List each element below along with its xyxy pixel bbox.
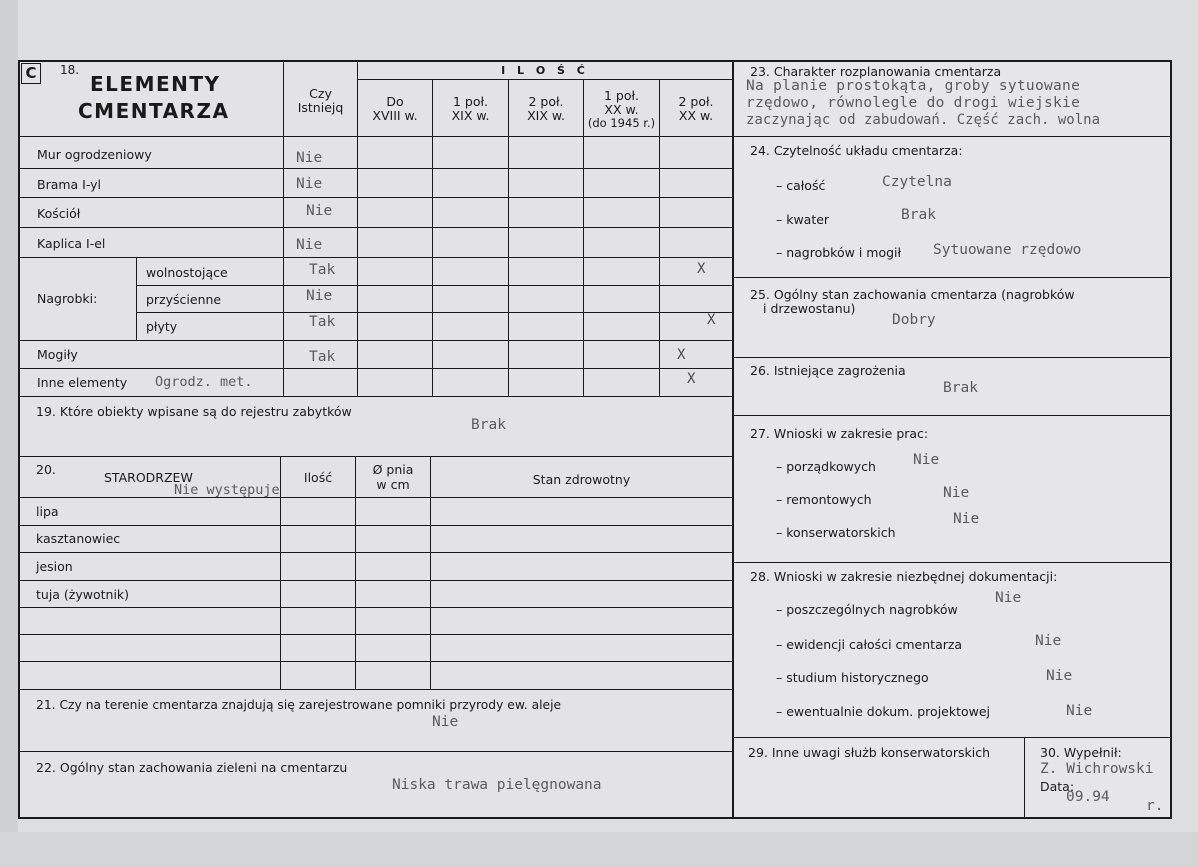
tree-rule-2 <box>18 552 732 553</box>
q28-item-label: – ewentualnie dokum. projektowej <box>776 704 991 719</box>
elements-bottom-rule <box>18 396 732 397</box>
q25-label-line2: i drzewostanu) <box>763 301 856 316</box>
quantity-header-rule <box>358 79 732 80</box>
frame-right-border <box>1170 60 1172 818</box>
q30-date-label: Data: <box>1040 779 1075 794</box>
period-header-5a: 2 poł. <box>678 94 714 109</box>
period-header-3b: XIX w. <box>527 108 565 123</box>
q28-item-answer: Nie <box>1046 668 1073 684</box>
q24-item-answer: Sytuowane rzędowo <box>933 242 1082 258</box>
period-mark: X <box>697 261 706 277</box>
q27-item-answer: Nie <box>913 452 940 468</box>
element-label: Kaplica I-el <box>37 236 106 251</box>
q23-answer-line2: rzędowo, równolegle do drogi wiejskie <box>746 95 1081 111</box>
header-bottom-rule <box>18 136 732 137</box>
row-rule-8 <box>18 368 732 369</box>
element-exists-value: Tak <box>309 314 336 330</box>
column-divider <box>732 60 734 818</box>
q20-col-diam-1: Ø pnia <box>372 462 414 477</box>
q30-date-value: 09.94 <box>1066 789 1110 805</box>
q30-label: 30. Wypełnił: <box>1040 745 1122 760</box>
q20-title: STARODRZEW <box>104 470 193 485</box>
q20-bottom-rule <box>18 689 732 690</box>
q28-item-label: – studium historycznego <box>776 670 929 685</box>
row-rule-2 <box>18 197 732 198</box>
period-mark: X <box>677 347 686 363</box>
q28-item-answer: Nie <box>1035 633 1062 649</box>
q23-answer-line1: Na planie prostokąta, groby sytuowane <box>746 78 1081 94</box>
tree-rule-3 <box>18 580 732 581</box>
q21-bottom-rule <box>18 751 732 752</box>
q27-bottom-rule <box>732 562 1172 563</box>
row-rule-3 <box>18 227 732 228</box>
frame-top-border <box>18 60 1172 62</box>
q21-label: 21. Czy na terenie cmentarza znajdują się zarejestrowane pomniki przyrody ew. aleje <box>36 698 562 712</box>
q26-label: 26. Istniejące zagrożenia <box>750 363 906 378</box>
q24-bottom-rule <box>732 277 1172 278</box>
tree-row-jesion: jesion <box>36 559 73 574</box>
q24-item-label: – nagrobków i mogił <box>776 245 902 260</box>
frame-bottom-border <box>18 817 1172 819</box>
frame-left-border <box>18 60 20 818</box>
q23-answer-line3: zaczynając od zabudowań. Część zach. wolna <box>746 112 1101 128</box>
graves-group-label: Nagrobki: <box>37 291 98 306</box>
element-exists-value: Nie <box>296 237 323 253</box>
section-title-line1: ELEMENTY <box>90 72 221 96</box>
period-divider-1 <box>432 80 433 397</box>
q21-answer: Nie <box>432 714 459 730</box>
q28-item-label: – ewidencji całości cmentarza <box>776 637 963 652</box>
q19-answer: Brak <box>471 417 506 433</box>
element-label: wolnostojące <box>146 265 228 280</box>
period-header-4a: 1 poł. <box>603 88 640 103</box>
q24-label: 24. Czytelność układu cmentarza: <box>750 143 963 158</box>
q23-label: 23. Charakter rozplanowania cmentarza <box>750 64 1002 79</box>
tree-rule-1 <box>18 525 732 526</box>
q20-number: 20. <box>36 462 56 477</box>
q28-bottom-rule <box>732 737 1172 738</box>
q20-header-rule <box>18 497 732 498</box>
element-exists-value: Nie <box>306 203 333 219</box>
exists-header-line1: Czy <box>309 86 332 101</box>
q30-date-suffix: r. <box>1146 798 1164 814</box>
element-label: Mur ogrodzeniowy <box>37 147 152 162</box>
q27-item-answer: Nie <box>943 485 970 501</box>
section-letter-box: C <box>21 63 41 84</box>
q24-item-answer: Brak <box>901 207 936 223</box>
q26-answer: Brak <box>943 380 978 396</box>
element-label: Mogiły <box>37 347 78 362</box>
tree-rule-6 <box>18 661 732 662</box>
q27-label: 27. Wnioski w zakresie prac: <box>750 426 929 441</box>
period-header-1a: Do <box>386 94 404 109</box>
q20-health-divider <box>430 457 431 689</box>
q20-col-diam-2: w cm <box>376 477 410 492</box>
period-header-4b: XX w. <box>604 102 639 117</box>
q29-label: 29. Inne uwagi służb konserwatorskich <box>748 745 990 760</box>
tree-rule-4 <box>18 607 732 608</box>
row-rule-1 <box>18 168 732 169</box>
element-label: Kościół <box>37 206 81 221</box>
q22-label: 22. Ogólny stan zachowania zieleni na cmentarzu <box>36 760 348 775</box>
element-exists-value: Nie <box>306 288 333 304</box>
element-label: Brama I-yl <box>37 177 102 192</box>
paper-bottom-margin <box>0 832 1198 867</box>
q25-bottom-rule <box>732 357 1172 358</box>
q24-item-label: – kwater <box>776 212 830 227</box>
period-divider-2 <box>508 80 509 397</box>
row-rule-4 <box>18 257 732 258</box>
element-exists-value: Nie <box>296 176 323 192</box>
q25-label-line1: 25. Ogólny stan zachowania cmentarza (nagrobków <box>750 287 1075 302</box>
q27-item-label: – konserwatorskich <box>776 525 896 540</box>
tree-row-tuja: tuja (żywotnik) <box>36 587 130 602</box>
q27-item-answer: Nie <box>953 511 980 527</box>
period-header-5b: XX w. <box>678 108 714 123</box>
element-exists-value: Tak <box>309 262 336 278</box>
row-rule-5 <box>136 285 732 286</box>
q25-answer: Dobry <box>892 312 936 328</box>
q26-bottom-rule <box>732 415 1172 416</box>
element-exists-value: Nie <box>296 150 323 166</box>
q22-answer: Niska trawa pielęgnowana <box>392 777 602 793</box>
q29-q30-divider <box>1024 738 1025 818</box>
element-note-value: Ogrodz. met. <box>155 374 253 390</box>
period-header-1b: XVIII w. <box>372 108 418 123</box>
q27-item-label: – remontowych <box>776 492 872 507</box>
q28-item-answer: Nie <box>995 590 1022 606</box>
section-title-line2: CMENTARZA <box>78 99 230 123</box>
row-rule-6 <box>136 312 732 313</box>
row-rule-7 <box>18 340 732 341</box>
q20-qty-divider <box>280 457 281 689</box>
graves-group-divider <box>136 257 137 340</box>
tree-row-kasztanowiec: kasztanowiec <box>36 531 121 546</box>
tree-row-lipa: lipa <box>36 504 59 519</box>
period-header-3a: 2 poł. <box>528 94 564 109</box>
section-number: 18. <box>60 63 80 77</box>
q20-col-qty: Ilość <box>303 470 333 485</box>
element-label: przyścienne <box>146 292 222 307</box>
q28-item-answer: Nie <box>1066 703 1093 719</box>
q23-bottom-rule <box>732 136 1172 137</box>
q24-item-answer: Czytelna <box>882 174 952 190</box>
period-header-2a: 1 poł. <box>452 94 489 109</box>
tree-rule-5 <box>18 634 732 635</box>
period-header-2b: XIX w. <box>451 108 490 123</box>
q19-bottom-rule <box>18 456 732 457</box>
q19-label: 19. Które obiekty wpisane są do rejestru zabytków <box>36 404 352 419</box>
exists-header-line2: Istniejq <box>297 100 344 115</box>
paper-edge-shadow <box>0 0 18 867</box>
period-header-4c: (do 1945 r.) <box>587 116 656 130</box>
q24-item-label: – całość <box>776 178 826 193</box>
quantity-header: I L O Ś Ć <box>501 64 589 77</box>
q27-item-label: – porządkowych <box>776 459 876 474</box>
q28-item-label: – poszczególnych nagrobków <box>776 602 958 617</box>
q28-label: 28. Wnioski w zakresie niezbędnej dokumentacji: <box>750 569 1058 584</box>
element-label: płyty <box>146 319 178 334</box>
element-label: Inne elementy <box>37 375 128 390</box>
period-mark: X <box>687 371 696 387</box>
element-exists-value: Tak <box>309 349 336 365</box>
q20-col-health: Stan zdrowotny <box>532 472 631 487</box>
q30-name: Z. Wichrowski <box>1040 761 1154 777</box>
q20-note: Nie występuje <box>174 482 280 498</box>
period-mark: X <box>707 312 716 328</box>
